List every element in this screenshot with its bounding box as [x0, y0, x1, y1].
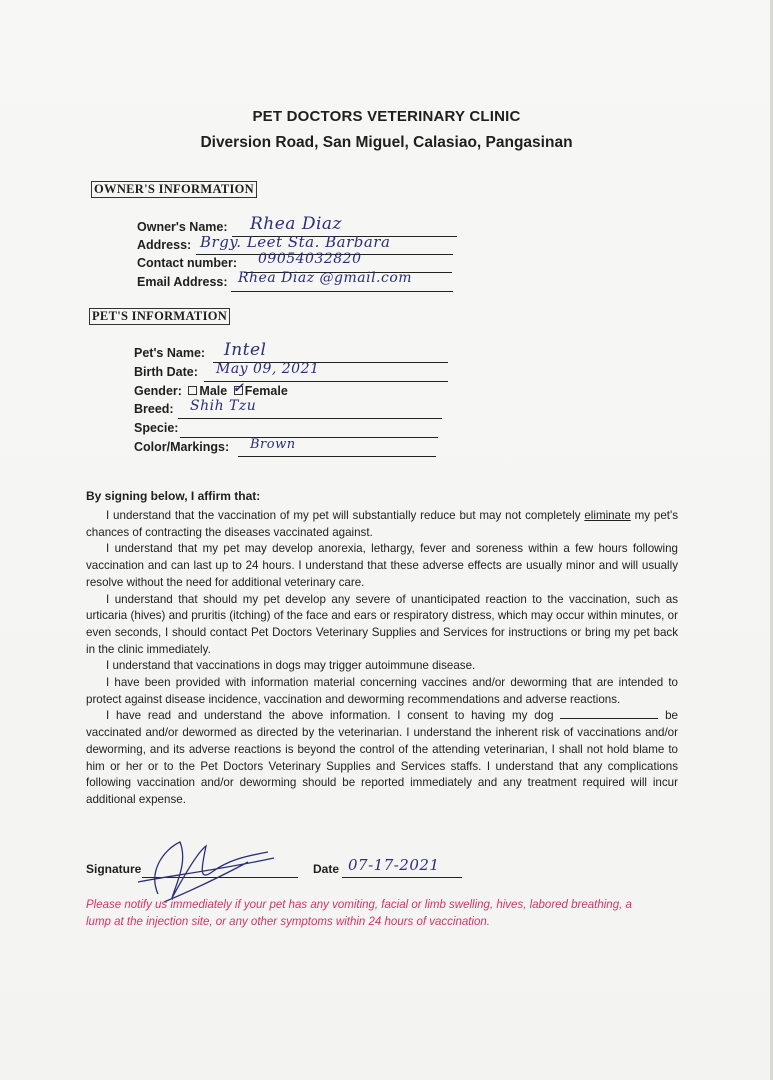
owner-name-label: Owner's Name:: [137, 220, 228, 234]
female-label: Female: [244, 384, 288, 398]
affirm-p1-underline: eliminate: [584, 509, 631, 522]
owner-section-heading: OWNER'S INFORMATION: [91, 181, 257, 198]
affirm-p1-text: I understand that the vaccination of my pet will substantially reduce but may not completely: [106, 509, 581, 522]
contact-label: Contact number:: [137, 256, 237, 270]
affirm-p6-text: I have read and understand the above information. I consent to having my dog: [106, 709, 561, 723]
affirm-heading: By signing below, I affirm that:: [86, 489, 261, 503]
female-checkbox[interactable]: [232, 380, 244, 395]
male-checkbox[interactable]: [188, 386, 197, 395]
pet-section-heading: PET'S INFORMATION: [89, 308, 230, 325]
email-line: [231, 291, 453, 292]
owner-name-value[interactable]: Rhea Diaz: [250, 214, 343, 234]
color-line: [238, 456, 436, 457]
address-value[interactable]: Brgy. Leet Sta. Barbara: [200, 233, 391, 251]
signature-label: Signature: [86, 862, 142, 876]
date-value[interactable]: 07-17-2021: [348, 856, 440, 874]
pet-name-label: Pet's Name:: [134, 346, 206, 360]
breed-label: Breed:: [134, 402, 174, 416]
dog-name-blank[interactable]: [560, 708, 658, 719]
clinic-name: PET DOCTORS VETERINARY CLINIC: [252, 108, 521, 125]
affirm-p3: I understand that should my pet develop any severe of unanticipated reaction to the vaccination, such as urticaria (hives) and pruritis (itching) of the face and ears or respiratory distress, which may occur within minutes, or even seconds, I should contact Pet Doctors Veterinary Supplies and Services for instructions or bring my pet back in the clinic immediately.: [86, 592, 678, 656]
birth-date-label: Birth Date:: [134, 365, 198, 379]
pet-name-value[interactable]: Intel: [224, 340, 267, 360]
email-value[interactable]: Rhea Diaz @gmail.com: [238, 270, 413, 286]
gender-row: [134, 380, 288, 398]
breed-line: [178, 418, 442, 419]
date-line: [342, 877, 462, 878]
affirm-p1-text-end: my pet's chances of contracting the diseases vaccinated against.: [86, 509, 678, 539]
affirm-paragraphs: [86, 508, 678, 809]
affirm-p6-text-end: be vaccinated and/or dewormed as directed by the veterinarian. I understand the inherent risk of vaccinations and/or deworming, and its adverse reactions is beyond the control of the attending veterinarian, I shall not hold blame to him or her or to the Pet Doctors Veterinary Supplies and Services staffs. I understand that any complications following vaccination and/or deworming should be reported immediately and any treatment required will incur additional expense.: [86, 709, 678, 806]
affirm-p5: I have been provided with information material concerning vaccines and/or deworming that are intended to protect against disease incidence, vaccination and deworming recommendations and adverse reactions.: [86, 676, 678, 706]
checkmark-icon: ✓: [232, 380, 244, 395]
post-vaccination-notice: Please notify us immediately if your pet has any vomiting, facial or limb swelling, hives, labored breathing, a lump at the injection site, or any other symptoms within 24 hours of vaccination.: [86, 899, 632, 928]
specie-line: [180, 437, 438, 438]
color-value[interactable]: Brown: [250, 437, 296, 452]
affirm-p1: [86, 508, 678, 541]
clinic-address: Diversion Road, San Miguel, Calasiao, Pangasinan: [200, 134, 573, 151]
contact-value[interactable]: 09054032820: [258, 251, 362, 267]
date-label: Date: [313, 862, 340, 876]
male-label: Male: [199, 384, 228, 398]
affirm-p6: [86, 708, 678, 808]
gender-label: Gender:: [134, 384, 182, 398]
address-label: Address:: [137, 238, 192, 252]
specie-label: Specie:: [134, 421, 179, 435]
color-label: Color/Markings:: [134, 440, 230, 454]
birth-date-value[interactable]: May 09, 2021: [216, 361, 320, 377]
breed-value[interactable]: Shih Tzu: [190, 398, 257, 414]
email-label: Email Address:: [137, 275, 228, 289]
affirm-p4: I understand that vaccinations in dogs may trigger autoimmune disease.: [106, 659, 476, 673]
affirm-p2: I understand that my pet may develop anorexia, lethargy, fever and soreness within a few hours following vaccination and can last up to 24 hours. I understand that these adverse effects are usually minor and will usually resolve without the need for additional veterinary care.: [86, 542, 678, 589]
